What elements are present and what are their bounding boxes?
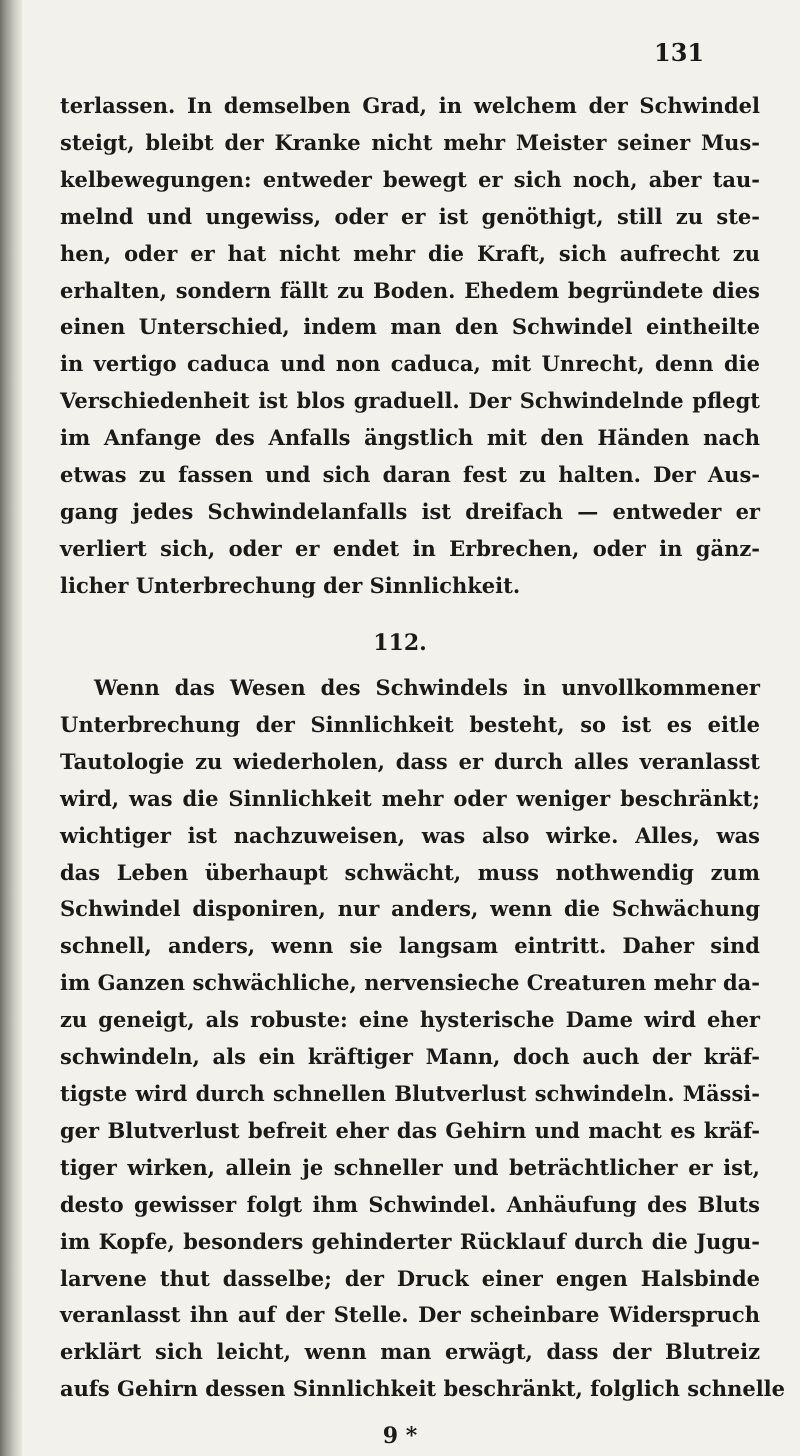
- text-line: licher Unterbrechung der Sinnlichkeit.: [60, 572, 521, 598]
- paragraph-2: [60, 670, 786, 1408]
- text-line: Verschiedenheit ist blos graduell. Der Schwindelnde pflegt: [60, 388, 760, 414]
- text-line: tigste wird durch schnellen Blutverlust schwindeln. Mässi-: [60, 1080, 760, 1106]
- text-line: verliert sich, oder er endet in Erbrechen, oder in gänz-: [60, 535, 760, 561]
- text-line: erklärt sich leicht, wenn man erwägt, dass der Blutreiz: [60, 1339, 760, 1365]
- text-line: desto gewisser folgt ihm Schwindel. Anhäufung des Bluts: [60, 1191, 760, 1217]
- section-number: 112.: [373, 630, 427, 656]
- text-line: im Ganzen schwächliche, nervensieche Creaturen mehr da-: [60, 970, 760, 996]
- text-line: ger Blutverlust befreit eher das Gehirn und macht es kräf-: [60, 1117, 760, 1143]
- text-line: hen, oder er hat nicht mehr die Kraft, sich aufrecht zu: [60, 240, 760, 266]
- text-line: im Anfange des Anfalls ängstlich mit den Händen nach: [60, 425, 760, 451]
- text-line: etwas zu fassen und sich daran fest zu halten. Der Aus-: [60, 462, 760, 488]
- text-line: schnell, anders, wenn sie langsam eintritt. Daher sind: [60, 933, 760, 959]
- text-line: im Kopfe, besonders gehinderter Rücklauf durch die Jugu-: [60, 1228, 760, 1254]
- text-line: Unterbrechung der Sinnlichkeit besteht, so ist es eitle: [60, 711, 760, 737]
- paragraph-1: [60, 88, 760, 605]
- book-binding-shadow: [0, 0, 22, 1456]
- text-line: wichtiger ist nachzuweisen, was also wirke. Alles, was: [60, 822, 760, 848]
- text-line: Tautologie zu wiederholen, dass er durch alles veranlasst: [60, 748, 760, 774]
- signature-mark: 9 *: [382, 1423, 418, 1449]
- text-line: aufs Gehirn dessen Sinnlichkeit beschränkt, folglich schnelle: [60, 1376, 786, 1402]
- text-line: schwindeln, als ein kräftiger Mann, doch auch der kräf-: [60, 1044, 760, 1070]
- page-number: 131: [654, 38, 705, 67]
- text-line: steigt, bleibt der Kranke nicht mehr Meister seiner Mus-: [60, 129, 760, 155]
- text-line: Wenn das Wesen des Schwindels in unvollkommener: [94, 675, 760, 700]
- text-line: kelbewegungen: entweder bewegt er sich noch, aber tau-: [60, 166, 760, 192]
- text-line: wird, was die Sinnlichkeit mehr oder weniger beschränkt;: [60, 785, 760, 811]
- text-line: melnd und ungewiss, oder er ist genöthigt, still zu ste-: [60, 203, 760, 229]
- text-line: tiger wirken, allein je schneller und beträchtlicher er ist,: [60, 1154, 760, 1180]
- text-line: erhalten, sondern fällt zu Boden. Ehedem begründete dies: [60, 277, 760, 303]
- text-line: in vertigo caduca und non caduca, mit Unrecht, denn die: [60, 351, 760, 377]
- text-line: einen Unterschied, indem man den Schwindel eintheilte: [60, 314, 760, 340]
- text-line: Schwindel disponiren, nur anders, wenn die Schwächung: [60, 896, 760, 922]
- text-line: gang jedes Schwindelanfalls ist dreifach — entweder er: [60, 498, 760, 524]
- text-line: terlassen. In demselben Grad, in welchem der Schwindel: [60, 93, 760, 118]
- text-line: larvene thut dasselbe; der Druck einer engen Halsbinde: [60, 1265, 760, 1291]
- text-line: zu geneigt, als robuste: eine hysterische Dame wird eher: [60, 1007, 760, 1033]
- text-line: veranlasst ihn auf der Stelle. Der scheinbare Widerspruch: [60, 1302, 760, 1328]
- text-line: das Leben überhaupt schwächt, muss nothwendig zum: [60, 859, 760, 885]
